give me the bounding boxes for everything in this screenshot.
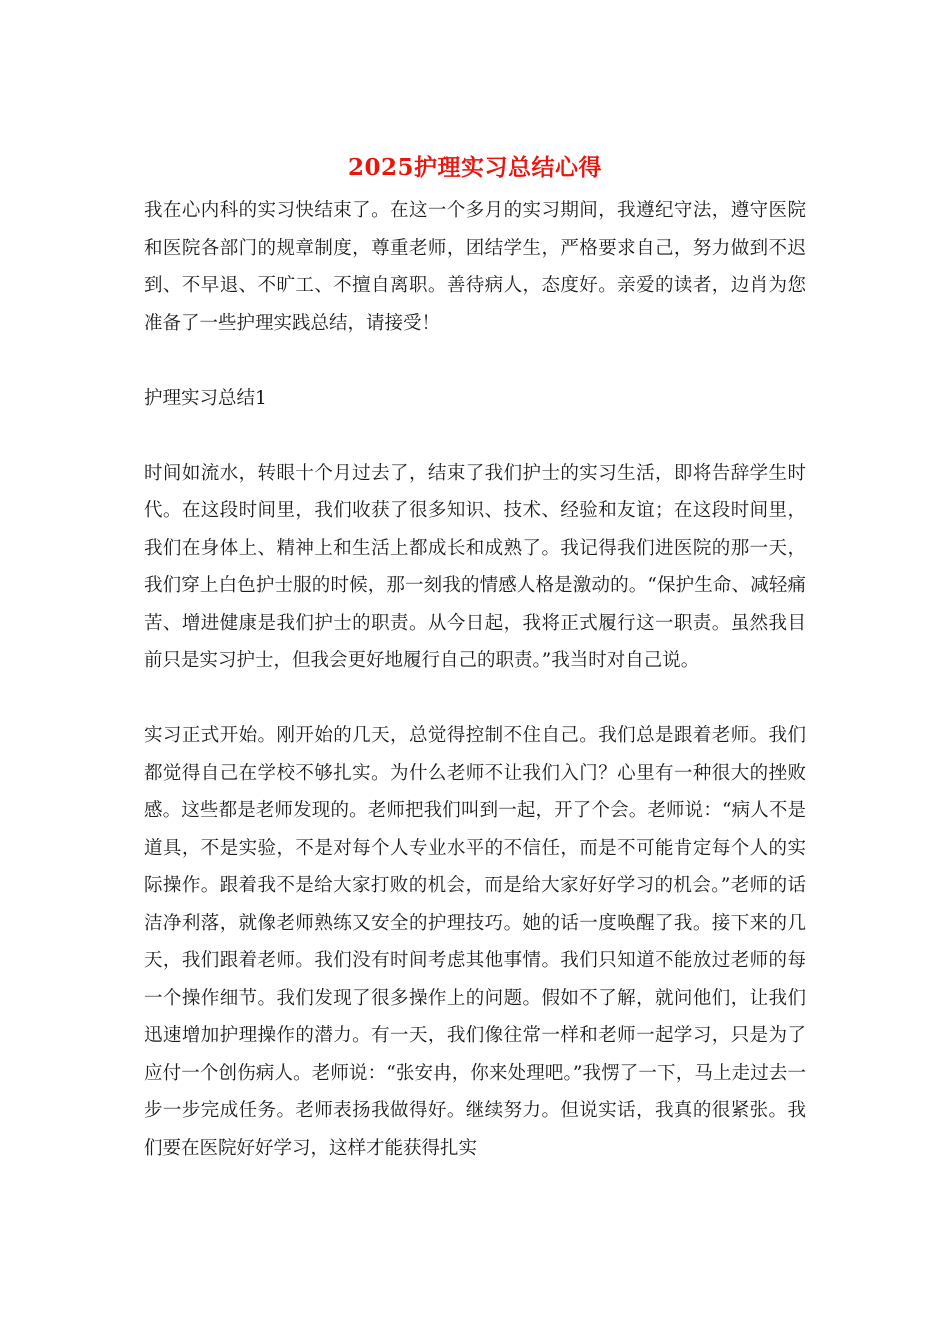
intro-paragraph: 我在心内科的实习快结束了。在这一个多月的实习期间，我遵纪守法，遵守医院和医院各部门的规章制度，尊重老师，团结学生，严格要求自己，努力做到不迟到、不早退、不旷工、不擅自离职。善待病人，态度好。亲爱的读者，边肖为您准备了一些护理实践总结，请接受！ bbox=[144, 200, 806, 334]
document-body bbox=[144, 192, 806, 1205]
body-paragraph: 实习正式开始。刚开始的几天，总觉得控制不住自己。我们总是跟着老师。我们都觉得自己在学校不够扎实。为什么老师不让我们入门？心里有一种很大的挫败感。这些都是老师发现的。老师把我们叫到一起，开了个会。老师说：“病人不是道具，不是实验，不是对每个人专业水平的不信任，而是不可能肯定每个人的实际操作。跟着我不是给大家打败的机会，而是给大家好好学习的机会。”老师的话洁净利落，就像老师熟练又安全的护理技巧。她的话一度唤醒了我。接下来的几天，我们跟着老师。我们没有时间考虑其他事情。我们只知道不能放过老师的每一个操作细节。我们发现了很多操作上的问题。假如不了解，就问他们，让我们迅速增加护理操作的潜力。有一天，我们像往常一样和老师一起学习，只是为了应付一个创伤病人。老师说：“张安冉，你来处理吧。”我愣了一下，马上走过去一步一步完成任务。老师表扬我做得好。继续努力。但说实话，我真的很紧张。我们要在医院好好学习，这样才能获得扎实 bbox=[144, 725, 806, 1159]
document-title: 2025护理实习总结心得 bbox=[347, 154, 602, 181]
section-heading: 护理实习总结1 bbox=[144, 387, 267, 409]
body-paragraph: 时间如流水，转眼十个月过去了，结束了我们护士的实习生活，即将告辞学生时代。在这段时间里，我们收获了很多知识、技术、经验和友谊；在这段时间里，我们在身体上、精神上和生活上都成长和成熟了。我记得我们进医院的那一天，我们穿上白色护士服的时候，那一刻我的情感人格是激动的。“保护生命、减轻痛苦、增进健康是我们护士的职责。从今日起，我将正式履行这一职责。虽然我目前只是实习护士，但我会更好地履行自己的职责。”我当时对自己说。 bbox=[144, 462, 806, 671]
